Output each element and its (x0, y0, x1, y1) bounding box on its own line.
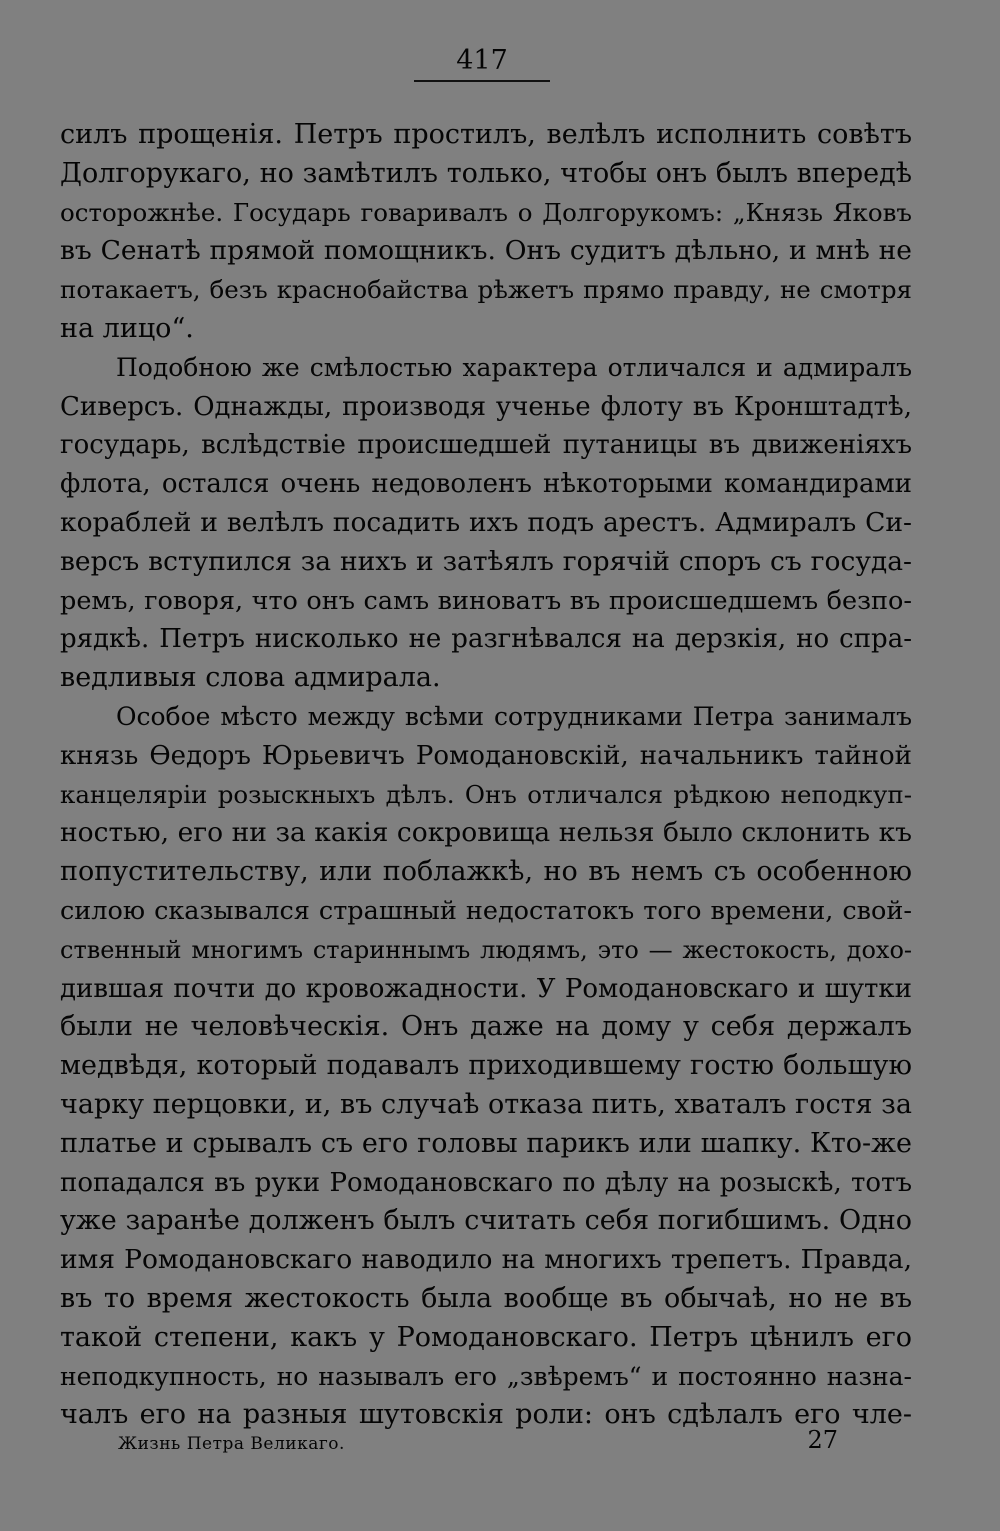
text-line: Долгорукаго, но замѣтилъ только, чтобы онъ былъ впередѣ (60, 157, 912, 189)
text-line: уже заранѣе долженъ былъ считать себя погибшимъ. Одно (60, 1205, 912, 1237)
text-line: на лицо“. (60, 312, 194, 344)
text-line: ведливыя слова адмирала. (60, 662, 441, 694)
text-line: въ то время жестокость была вообще въ обычаѣ, но не въ (60, 1282, 912, 1314)
text-line: неподкупность, но называлъ его „звѣремъ“ и постоянно назна- (60, 1361, 912, 1391)
signature-mark: 27 (807, 1426, 838, 1454)
text-line: дившая почти до кровожадности. У Ромодановскаго и шутки (60, 973, 912, 1004)
text-line: чалъ его на разныя шутовскія роли: онъ сдѣлалъ его чле- (60, 1399, 912, 1431)
text-line: были не человѣческія. Онъ даже на дому у себя держалъ (60, 1011, 912, 1043)
body-text (60, 116, 912, 1435)
text-line: медвѣдя, который подавалъ приходившему гостю большую (60, 1050, 912, 1082)
text-line: ственный многимъ стариннымъ людямъ, это — жестокость, дохо- (60, 935, 912, 964)
page-number: 417 (414, 44, 550, 82)
text-line: потакаетъ, безъ краснобайства рѣжетъ прямо правду, не смотря (60, 275, 912, 305)
text-line: попустительству, или поблажкѣ, но въ немъ съ особенною (60, 856, 912, 888)
text-line: Подобною же смѣлостью характера отличался и адмиралъ (116, 352, 912, 382)
text-line: канцеляріи розыскныхъ дѣлъ. Онъ отличался рѣдкою неподкуп- (60, 779, 912, 809)
text-line: Особое мѣсто между всѣми сотрудниками Петра занималъ (116, 701, 912, 731)
text-line: платье и срывалъ съ его головы парикъ или шапку. Кто-же (60, 1127, 912, 1159)
footer-book-title: Жизнь Петра Великаго. (118, 1434, 345, 1454)
text-line: такой степени, какъ у Ромодановскаго. Петръ цѣнилъ его (60, 1321, 912, 1353)
text-line: государь, вслѣдствіе происшедшей путаницы въ движеніяхъ (60, 430, 912, 461)
text-line: Сиверсъ. Однажды, производя ученье флоту въ Кронштадтѣ, (60, 391, 912, 422)
text-line: ностью, его ни за какія сокровища нельзя было склонить къ (60, 817, 912, 849)
text-line: флота, остался очень недоволенъ нѣкоторыми командирами (60, 469, 912, 500)
text-line: попадался въ руки Ромодановскаго по дѣлу на розыскѣ, тотъ (60, 1167, 912, 1198)
text-line: въ Сенатѣ прямой помощникъ. Онъ судитъ дѣльно, и мнѣ не (60, 235, 912, 267)
text-line: силъ прощенія. Петръ простилъ, велѣлъ исполнить совѣтъ (60, 119, 912, 150)
text-line: осторожнѣе. Государь говаривалъ о Долгорукомъ: „Князь Яковъ (60, 197, 912, 227)
text-line: князь Ѳедоръ Юрьевичъ Ромодановскій, начальникъ тайной (60, 740, 912, 771)
text-line: версъ вступился за нихъ и затѣялъ горячій споръ съ госуда- (60, 545, 912, 577)
text-line: ремъ, говоря, что онъ самъ виноватъ въ происшедшемъ безпо- (60, 585, 912, 616)
text-line: чарку перцовки, и, въ случаѣ отказа пить, хваталъ гостя за (60, 1088, 912, 1120)
text-line: рядкѣ. Петръ нисколько не разгнѣвался на дерзкія, но спра- (60, 624, 912, 655)
text-line: кораблей и велѣлъ посадить ихъ подъ арестъ. Адмиралъ Си- (60, 506, 912, 538)
text-line: имя Ромодановскаго наводило на многихъ трепетъ. Правда, (60, 1244, 912, 1276)
text-line: силою сказывался страшный недостатокъ того времени, свой- (60, 895, 912, 926)
